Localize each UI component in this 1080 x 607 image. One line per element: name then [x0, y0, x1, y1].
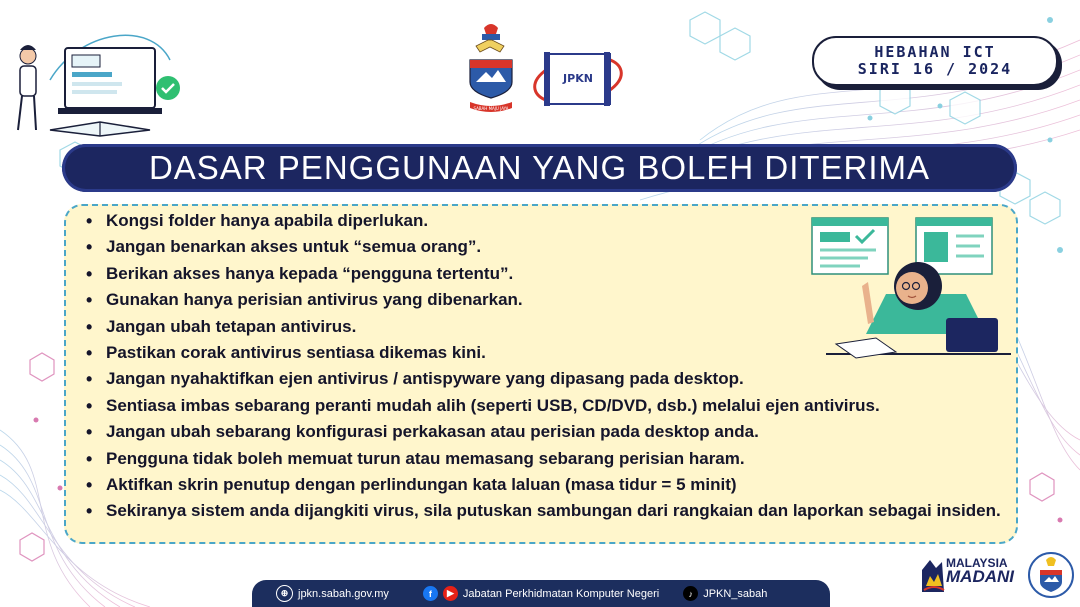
rule-item: • Pastikan corak antivirus sentiasa dikemas kini.: [84, 340, 1014, 366]
globe-icon: ⊕: [276, 585, 293, 602]
rules-list: [84, 208, 1014, 525]
rule-item: • Pengguna tidak boleh memuat turun atau memasang sebarang perisian haram.: [84, 446, 1014, 472]
jpkn-logo-text: JPKN: [563, 72, 593, 85]
madani-line-2: MADANI: [946, 567, 1014, 586]
badge-line-1: HEBAHAN ICT: [874, 43, 996, 61]
rule-item: • Jangan benarkan akses untuk “semua orang”.: [84, 234, 1014, 260]
youtube-icon: ▶: [443, 586, 458, 601]
rule-item: • Berikan akses hanya kepada “pengguna tertentu”.: [84, 261, 1014, 287]
state-emblem-small: [1026, 546, 1076, 604]
sabah-motto: SABAH MAJU JAYA: [473, 106, 509, 111]
rule-item: • Gunakan hanya perisian antivirus yang dibenarkan.: [84, 287, 1014, 313]
jpkn-logo: [530, 48, 626, 108]
footer-tiktok-text: JPKN_sabah: [703, 587, 768, 600]
madani-line-1: MALAYSIA: [946, 556, 1008, 570]
series-badge: [812, 36, 1058, 86]
footer-social-text: Jabatan Perkhidmatan Komputer Negeri: [462, 587, 660, 600]
footer-website-text: jpkn.sabah.gov.my: [298, 587, 389, 600]
footer-social[interactable]: [423, 586, 659, 601]
badge-line-2: SIRI 16 / 2024: [857, 60, 1013, 78]
page-title: DASAR PENGGUNAAN YANG BOLEH DITERIMA: [148, 149, 931, 186]
footer-bar: [252, 580, 830, 607]
rule-item: • Sekiranya sistem anda dijangkiti virus, sila putuskan sambungan dari rangkaian dan laporkan sebagai insiden.: [84, 498, 1014, 524]
rule-item: • Kongsi folder hanya apabila diperlukan.: [84, 208, 1014, 234]
malaysia-madani-text: [946, 556, 1014, 584]
facebook-icon: f: [423, 586, 438, 601]
tiktok-icon: ♪: [683, 586, 698, 601]
title-banner: [62, 144, 1017, 192]
footer-website[interactable]: [276, 585, 389, 602]
malaysia-madani-logo-mark: [920, 556, 946, 596]
footer-tiktok[interactable]: [683, 586, 767, 601]
rule-item: • Jangan ubah tetapan antivirus.: [84, 314, 1014, 340]
rule-item: • Aktifkan skrin penutup dengan perlindungan kata laluan (masa tidur = 5 minit): [84, 472, 1014, 498]
rule-item: • Jangan nyahaktifkan ejen antivirus / antispyware yang dipasang pada desktop.: [84, 366, 1014, 392]
sabah-crest-logo: [462, 20, 520, 116]
laptop-person-illustration: [10, 20, 190, 150]
rule-item: • Jangan ubah sebarang konfigurasi perkakasan atau perisian pada desktop anda.: [84, 419, 1014, 445]
rule-item: • Sentiasa imbas sebarang peranti mudah alih (seperti USB, CD/DVD, dsb.) melalui ejen antivirus.: [84, 393, 1014, 419]
